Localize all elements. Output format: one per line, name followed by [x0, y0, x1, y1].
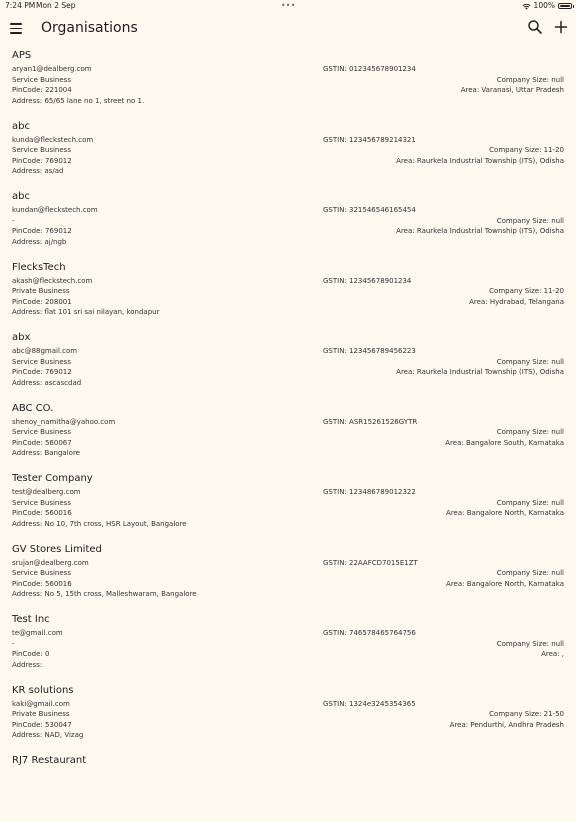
organisation-business-type: - [12, 216, 15, 225]
battery-percent: 100% [533, 1, 555, 10]
organisation-business-type: Service Business [12, 75, 71, 84]
organisation-email: aryan1@dealberg.com [12, 65, 92, 73]
organisation-email: abc@88gmail.com [12, 347, 78, 355]
organisation-list [0, 46, 576, 822]
organisation-company-size: Company Size: null [496, 75, 564, 84]
organisation-name: RJ7 Restaurant [12, 755, 87, 766]
organisation-gstin: GSTIN: 12345678901234 [323, 276, 412, 285]
organisation-business-type: Service Business [12, 498, 71, 507]
organisation-email: srujan@dealberg.com [12, 558, 89, 567]
organisation-company-size: Company Size: null [496, 639, 564, 648]
organisation-name: Tester Company [12, 473, 93, 484]
organisation-name: abx [12, 332, 31, 343]
status-right [522, 0, 572, 12]
organisation-email: akash@fleckstech.com [12, 276, 93, 285]
organisation-item[interactable] [0, 258, 576, 329]
organisation-name: KR solutions [12, 684, 74, 696]
organisation-address: Address: Bangalore [12, 449, 80, 457]
organisation-business-type: Service Business [12, 428, 71, 436]
search-icon[interactable] [527, 19, 543, 35]
organisation-business-type: Service Business [12, 357, 71, 366]
organisation-business-type: Private Business [12, 710, 70, 718]
organisation-email: te@gmail.com [12, 629, 63, 637]
organisation-email: kaki@gmail.com [12, 699, 70, 708]
organisation-address: Address: flat 101 sri sai nilayan, kondapur [12, 308, 160, 316]
organisation-name: Test Inc [12, 614, 50, 625]
organisation-area: Area: Pendurthi, Andhra Pradesh [449, 720, 564, 729]
organisation-item[interactable] [0, 751, 576, 822]
status-bar [0, 0, 576, 12]
organisation-company-size: Company Size: null [496, 569, 564, 577]
organisation-email: kundan@fleckstech.com [12, 206, 98, 214]
organisation-business-type: Private Business [12, 287, 70, 295]
organisation-pincode: PinCode: 560067 [12, 438, 72, 447]
organisation-area: Area: Raurkela Industrial Township (ITS), Odisha [396, 368, 564, 376]
navigation-bar [0, 14, 576, 42]
organisation-area: Area: Varanasi, Uttar Pradesh [460, 86, 564, 94]
organisation-item[interactable] [0, 46, 576, 117]
organisation-email: test@dealberg.com [12, 488, 81, 496]
organisation-pincode: PinCode: 208001 [12, 297, 72, 306]
organisation-pincode: PinCode: 560016 [12, 509, 72, 517]
organisation-gstin: GSTIN: 012345678901234 [323, 65, 416, 73]
status-time: 7:24 PM [5, 1, 36, 10]
wifi-icon [522, 3, 531, 10]
organisation-email: shenoy_namitha@yahoo.com [12, 417, 116, 426]
organisation-address: Address: 65/65 lane no 1, street no 1. [12, 96, 145, 105]
organisation-company-size: Company Size: 11-20 [489, 287, 564, 295]
organisation-company-size: Company Size: 21-50 [489, 710, 564, 718]
organisation-name: APS [12, 50, 32, 61]
organisation-address: Address: ascascdad [12, 378, 82, 387]
organisation-area: Area: Bangalore South, Karnataka [445, 438, 564, 447]
page-title: Organisations [41, 20, 138, 36]
organisation-pincode: PinCode: 769012 [12, 227, 72, 235]
organisation-pincode: PinCode: 530047 [12, 720, 72, 729]
battery-icon [558, 3, 572, 9]
organisation-name: FlecksTech [12, 261, 66, 273]
organisation-area: Area: Bangalore North, Karnataka [446, 509, 564, 517]
organisation-name: ABC CO. [12, 402, 54, 414]
organisation-address: Address: No 10, 7th cross, HSR Layout, Bangalore [12, 519, 187, 528]
organisation-business-type: - [12, 639, 15, 648]
organisation-gstin: GSTIN: 123456789214321 [323, 135, 416, 144]
status-date: Mon 2 Sep [36, 1, 76, 10]
organisation-item[interactable] [0, 681, 576, 752]
organisation-company-size: Company Size: 11-20 [489, 146, 564, 154]
organisation-gstin: GSTIN: 321546546165454 [323, 206, 416, 214]
organisation-item[interactable] [0, 399, 576, 470]
organisation-item[interactable] [0, 117, 576, 188]
organisation-company-size: Company Size: null [496, 428, 564, 436]
multitasking-dots-icon[interactable]: ••• [281, 1, 296, 10]
organisation-gstin: GSTIN: 1324e3245354365 [323, 699, 416, 708]
organisation-name: GV Stores Limited [12, 543, 102, 555]
organisation-address: Address: NAD, Vizag [12, 731, 84, 739]
organisation-pincode: PinCode: 0 [12, 650, 50, 658]
organisation-gstin: GSTIN: 123456789456223 [323, 347, 416, 355]
organisation-gstin: GSTIN: 22AAFCD7015E1ZT [323, 558, 418, 567]
organisation-address: Address: [12, 660, 43, 669]
organisation-pincode: PinCode: 560016 [12, 579, 72, 588]
hamburger-menu-icon[interactable] [8, 18, 24, 38]
organisation-address: Address: aj/ngb [12, 237, 67, 246]
organisation-gstin: GSTIN: ASR15261526GYTR [323, 417, 418, 426]
organisation-item[interactable] [0, 328, 576, 399]
organisation-item[interactable] [0, 187, 576, 258]
organisation-item[interactable] [0, 610, 576, 681]
organisation-gstin: GSTIN: 746578465764756 [323, 629, 416, 637]
organisation-pincode: PinCode: 769012 [12, 156, 72, 165]
organisation-area: Area: Raurkela Industrial Township (ITS), Odisha [396, 156, 564, 165]
organisation-company-size: Company Size: null [496, 498, 564, 507]
organisation-address: Address: No 5, 15th cross, Malleshwaram, Bangalore [12, 590, 197, 598]
plus-icon[interactable] [553, 19, 569, 35]
organisation-area: Area: Hydrabad, Telangana [469, 297, 564, 306]
organisation-item[interactable] [0, 540, 576, 611]
organisation-pincode: PinCode: 221004 [12, 86, 72, 94]
organisation-business-type: Service Business [12, 569, 71, 577]
organisation-gstin: GSTIN: 123486789012322 [323, 488, 416, 496]
organisation-business-type: Service Business [12, 146, 71, 154]
organisation-area: Area: Bangalore North, Karnataka [446, 579, 564, 588]
organisation-company-size: Company Size: null [496, 216, 564, 225]
organisation-name: abc [12, 120, 30, 132]
organisation-email: kunda@fleckstech.com [12, 135, 94, 144]
organisation-address: Address: as/ad [12, 167, 64, 175]
organisation-area: Area: Raurkela Industrial Township (ITS), Odisha [396, 227, 564, 235]
organisation-company-size: Company Size: null [496, 357, 564, 366]
organisation-area: Area: , [541, 650, 564, 658]
organisation-name: abc [12, 191, 30, 202]
organisation-item[interactable] [0, 469, 576, 540]
organisation-pincode: PinCode: 769012 [12, 368, 72, 376]
